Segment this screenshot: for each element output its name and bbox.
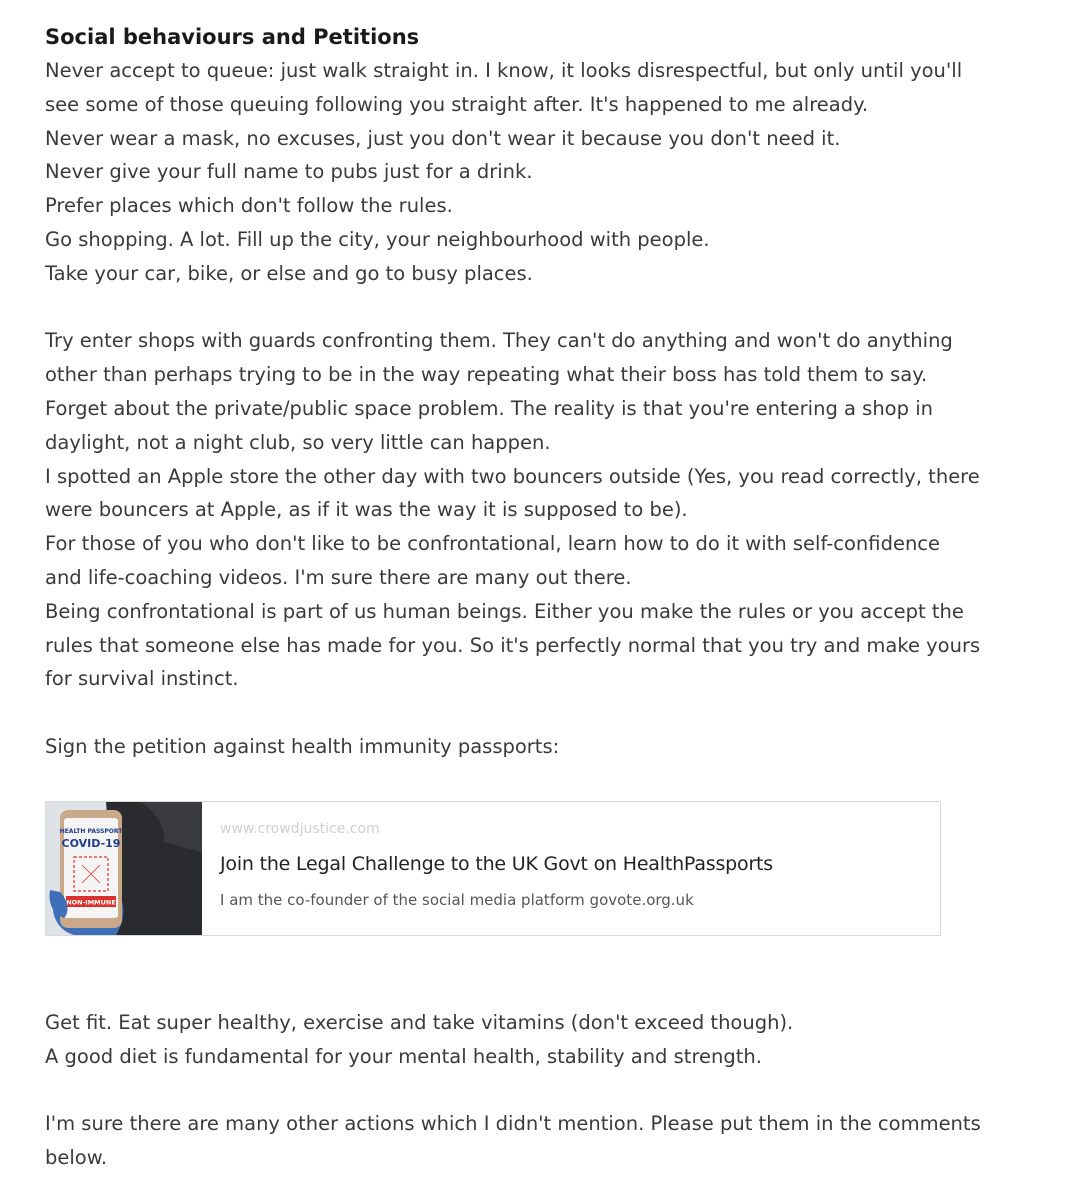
paragraph-fitness <box>45 1006 1045 1074</box>
link-preview-text[interactable] <box>202 802 940 935</box>
text-line: see some of those queuing following you straight after. It's happened to me already. <box>45 92 869 116</box>
paragraph-petition-intro <box>45 730 1045 764</box>
thumbnail-badge-text: NON-IMMUNE <box>66 898 116 907</box>
text-line: For those of you who don't like to be confrontational, learn how to do it with self-confidence <box>45 532 941 556</box>
link-preview-domain: www.crowdjustice.com <box>220 821 380 837</box>
text-line: Forget about the private/public space problem. The reality is that you're entering a shop in <box>45 396 933 420</box>
article-body-lower <box>45 1006 1045 1175</box>
text-line: rules that someone else has made for you. So it's perfectly normal that you try and make yours <box>45 633 981 657</box>
paragraph-spacer <box>45 696 1045 730</box>
text-line: I spotted an Apple store the other day with two bouncers outside (Yes, you read correctly, there <box>45 464 980 488</box>
paragraph-spacer <box>45 1074 1045 1108</box>
text-line: and life-coaching videos. I'm sure there are many out there. <box>45 565 632 589</box>
text-line: Go shopping. A lot. Fill up the city, your neighbourhood with people. <box>45 227 710 251</box>
thumbnail-text-top: HEALTH PASSPORT <box>59 828 123 835</box>
text-line: Get fit. Eat super healthy, exercise and take vitamins (don't exceed though). <box>45 1011 794 1034</box>
paragraph-spacer <box>45 291 1045 325</box>
text-line: Sign the petition against health immunity passports: <box>45 734 560 758</box>
link-preview-thumbnail[interactable] <box>46 802 202 935</box>
text-line: Never accept to queue: just walk straight in. I know, it looks disrespectful, but only until you'll <box>45 59 963 82</box>
text-line: Prefer places which don't follow the rules. <box>45 194 453 218</box>
phone-health-passport-image <box>46 802 202 935</box>
section-heading: Social behaviours and Petitions <box>45 25 420 49</box>
text-line: Try enter shops with guards confronting them. They can't do anything and won't do anything <box>45 329 953 353</box>
text-line: Take your car, bike, or else and go to busy places. <box>45 261 533 285</box>
text-line: were bouncers at Apple, as if it was the way it is supposed to be). <box>45 498 688 522</box>
link-preview-title[interactable]: Join the Legal Challenge to the UK Govt on HealthPassports <box>220 853 774 875</box>
link-preview-card[interactable] <box>45 801 941 936</box>
paragraph-social-actions <box>45 54 1045 291</box>
text-line: Never wear a mask, no excuses, just you don't wear it because you don't need it. <box>45 126 841 150</box>
text-line: I'm sure there are many other actions which I didn't mention. Please put them in the comments <box>45 1112 981 1136</box>
text-line: Being confrontational is part of us human beings. Either you make the rules or you accept the <box>45 599 964 623</box>
article-body <box>45 20 1045 764</box>
text-line: Never give your full name to pubs just for a drink. <box>45 160 533 184</box>
text-line: daylight, not a night club, so very little can happen. <box>45 430 551 454</box>
link-preview-description: I am the co-founder of the social media platform govote.org.uk <box>220 891 694 909</box>
text-line: A good diet is fundamental for your mental health, stability and strength. <box>45 1044 762 1068</box>
thumbnail-text-covid: COVID-19 <box>61 837 121 850</box>
text-line: other than perhaps trying to be in the way repeating what their boss has told them to say. <box>45 363 928 387</box>
paragraph-closing <box>45 1107 1045 1175</box>
paragraph-confrontation <box>45 324 1045 696</box>
text-line: below. <box>45 1146 108 1170</box>
text-line: for survival instinct. <box>45 667 239 691</box>
